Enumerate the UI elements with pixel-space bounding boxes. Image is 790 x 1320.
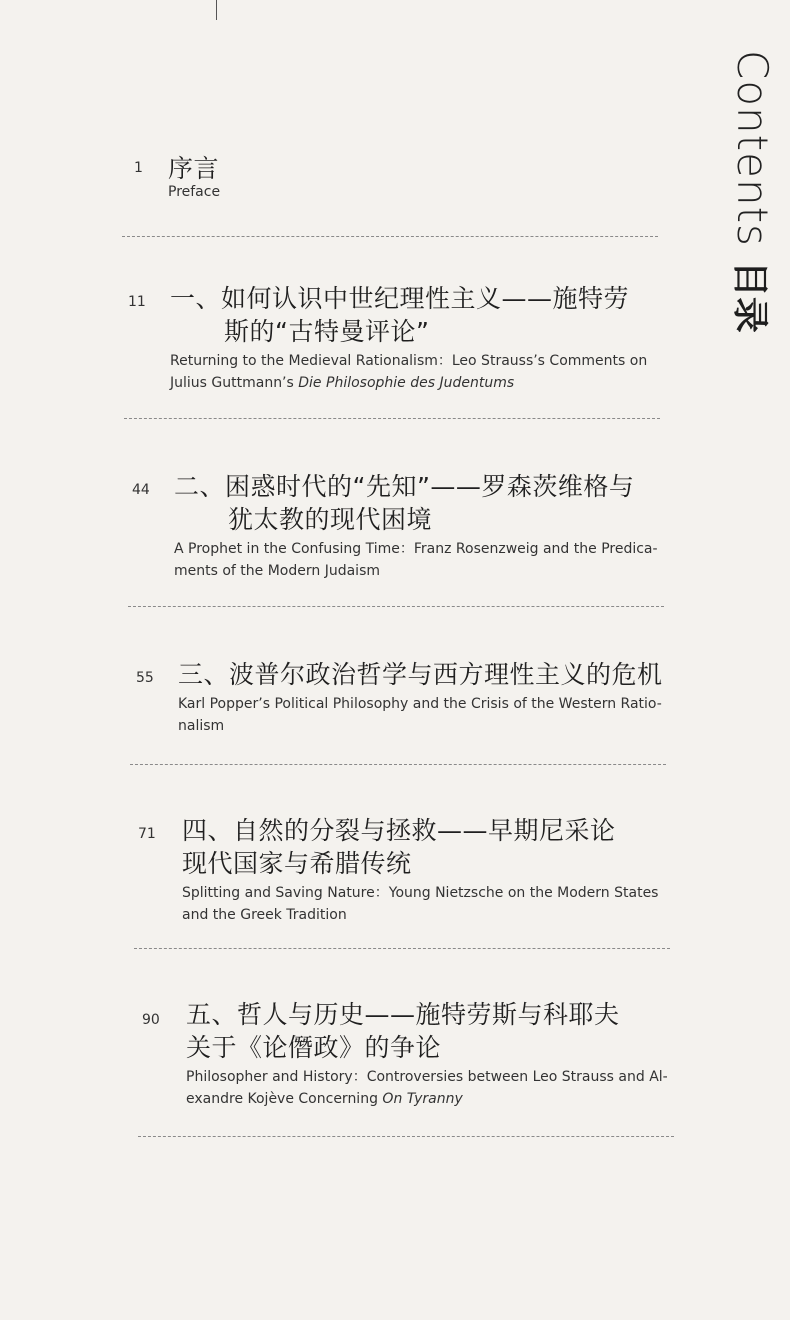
- entry-title-english-text: Julius Guttmann’s: [170, 375, 299, 391]
- entry-page-number: 11: [128, 294, 146, 310]
- dashed-divider: [128, 606, 664, 607]
- toc-entry-preface[interactable]: [134, 152, 674, 203]
- entry-page-number: 90: [142, 1012, 160, 1028]
- entry-title-chinese: 四、自然的分裂与拯救——早期尼采论: [182, 816, 616, 845]
- entry-title-chinese: 三、波普尔政治哲学与西方理性主义的危机: [178, 660, 663, 689]
- entry-page-number: 1: [134, 160, 143, 176]
- dashed-divider: [122, 236, 658, 237]
- top-tick-mark: [216, 0, 217, 20]
- entry-title-english: Karl Popper’s Political Philosophy and the Crisis of the Western Ratio-: [178, 696, 662, 712]
- dashed-divider: [124, 418, 660, 419]
- toc-entry-44[interactable]: [132, 470, 692, 582]
- entry-title-chinese: 五、哲人与历史——施特劳斯与科耶夫: [186, 1000, 620, 1029]
- entry-title-chinese-line2: 关于《论僭政》的争论: [186, 1033, 442, 1062]
- entry-page-number: 71: [138, 826, 156, 842]
- contents-title: [720, 50, 784, 350]
- entry-title-english: Splitting and Saving Nature：Young Nietzsche on the Modern States: [182, 885, 659, 901]
- entry-title-chinese: 序言: [168, 154, 220, 183]
- entry-title-english-line2: nalism: [178, 718, 225, 734]
- entry-title-english: Returning to the Medieval Rationalism：Leo Strauss’s Comments on: [170, 353, 648, 369]
- dashed-divider: [134, 948, 670, 949]
- entry-title-chinese-line2: 现代国家与希腊传统: [182, 849, 412, 878]
- entry-page-number: 44: [132, 482, 150, 498]
- toc-entry-11[interactable]: [128, 282, 688, 394]
- dashed-divider: [138, 1136, 674, 1137]
- entry-title-english-line2: and the Greek Tradition: [182, 907, 347, 923]
- entry-page-number: 55: [136, 670, 154, 686]
- contents-title-chinese: 目录: [729, 260, 770, 333]
- entry-title-chinese-line2: 斯的“古特曼评论”: [224, 317, 430, 346]
- book-title-italic: On Tyranny: [382, 1091, 463, 1107]
- entry-title-english: Preface: [168, 184, 221, 200]
- book-title-italic: Die Philosophie des Judentums: [298, 375, 515, 391]
- toc-entry-55[interactable]: [136, 658, 696, 737]
- toc-entry-71[interactable]: [138, 814, 698, 926]
- entry-title-english-line2: ments of the Modern Judaism: [174, 563, 380, 579]
- entry-title-chinese-line2: 犹太教的现代困境: [228, 505, 433, 534]
- entry-title-english: A Prophet in the Confusing Time：Franz Rosenzweig and the Predica-: [174, 541, 658, 557]
- entry-title-chinese: 一、如何认识中世纪理性主义——施特劳: [170, 284, 630, 313]
- entry-title-english-text: exandre Kojève Concerning: [186, 1091, 383, 1107]
- entry-title-english-line2: [186, 1088, 702, 1110]
- entry-title-english-line2: [170, 372, 688, 394]
- toc-entry-90[interactable]: [142, 998, 702, 1110]
- entry-title-chinese: 二、困惑时代的“先知”——罗森茨维格与: [174, 472, 635, 501]
- dashed-divider: [130, 764, 666, 765]
- contents-title-english: Contents: [728, 50, 777, 247]
- entry-title-english: Philosopher and History：Controversies between Leo Strauss and Al-: [186, 1069, 668, 1085]
